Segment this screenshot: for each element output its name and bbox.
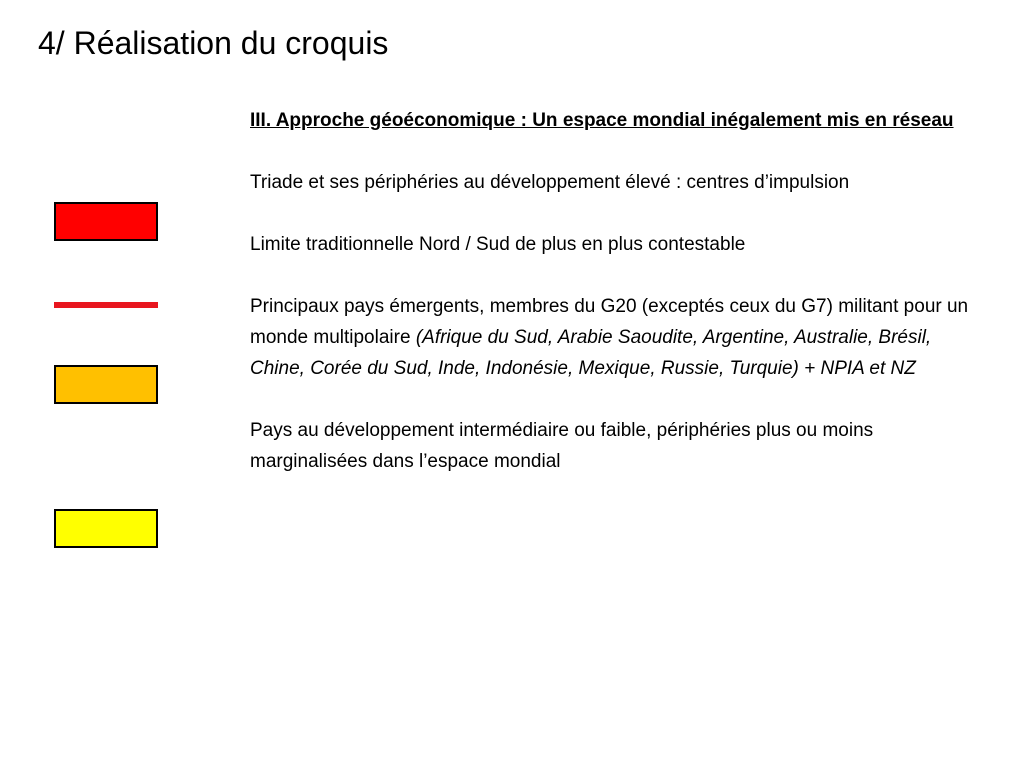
- legend-item-emergents: [250, 291, 970, 384]
- legend-item-triade: Triade et ses périphéries au développement élevé : centres d’impulsion: [250, 172, 850, 193]
- legend-item-emergents-text: Principaux pays émergents, membres du G20 (exceptés ceux du G7) militant pour un monde multipolaire: [250, 296, 969, 348]
- legend-item-emergents-countries: (Afrique du Sud, Arabie Saoudite, Argentine, Australie, Brésil, Chine, Corée du Sud, Inde, Indonésie, Mexique, Russie, Turquie) + NPIA et NZ: [250, 327, 932, 379]
- legend-item-peripheries: Pays au développement intermédiaire ou faible, périphéries plus ou moins marginalisées dans l’espace mondial: [250, 420, 874, 472]
- legend-item-nord-sud: Limite traditionnelle Nord / Sud de plus en plus contestable: [250, 234, 746, 255]
- legend-swatch-peripheries: [54, 509, 158, 548]
- legend-swatch-triade: [54, 202, 158, 241]
- slide-title: 4/ Réalisation du croquis: [38, 25, 389, 61]
- legend-swatch-emergents: [54, 365, 158, 404]
- legend-heading: III. Approche géoéconomique : Un espace mondial inégalement mis en réseau: [250, 110, 954, 131]
- legend-text: [250, 105, 970, 477]
- legend-line-nord-sud: [54, 302, 158, 308]
